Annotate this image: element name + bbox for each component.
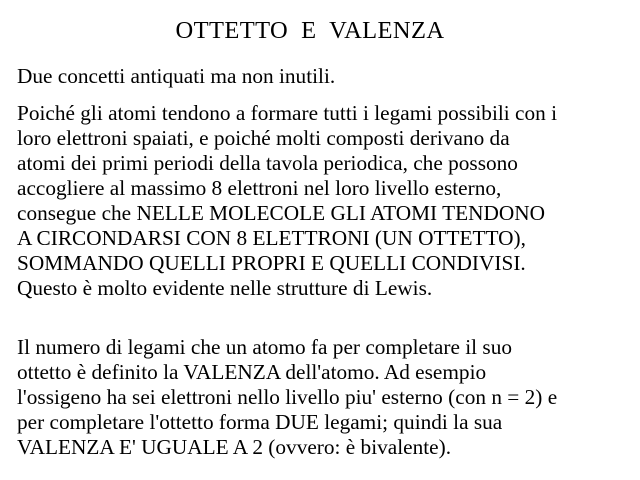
octet-rule-paragraph xyxy=(17,101,629,301)
intro-paragraph xyxy=(17,64,629,89)
paragraph-line: Il numero di legami che un atomo fa per completare il suo xyxy=(17,335,512,359)
paragraph-line: loro elettroni spaiati, e poiché molti composti derivano da xyxy=(17,126,510,150)
paragraph-line: accogliere al massimo 8 elettroni nel loro livello esterno, xyxy=(17,176,502,200)
paragraph-line: l'ossigeno ha sei elettroni nello livello piu' esterno (con n = 2) e xyxy=(17,385,558,409)
paragraph-line: A CIRCONDARSI CON 8 ELETTRONI (UN OTTETTO), xyxy=(17,226,526,250)
paragraph-line: SOMMANDO QUELLI PROPRI E QUELLI CONDIVISI. xyxy=(17,251,526,275)
paragraph-line: Questo è molto evidente nelle strutture di Lewis. xyxy=(17,276,433,300)
paragraph-line: consegue che NELLE MOLECOLE GLI ATOMI TENDONO xyxy=(17,201,545,225)
paragraph-line: Poiché gli atomi tendono a formare tutti i legami possibili con i xyxy=(17,101,558,125)
paragraph-line: per completare l'ottetto forma DUE legami; quindi la sua xyxy=(17,410,503,434)
paragraph-line: VALENZA E' UGUALE A 2 (ovvero: è bivalente). xyxy=(17,435,452,459)
slide-title: OTTETTO E VALENZA xyxy=(175,17,445,44)
paragraph-line: atomi dei primi periodi della tavola periodica, che possono xyxy=(17,151,518,175)
valence-paragraph xyxy=(17,335,629,460)
paragraph-line: Due concetti antiquati ma non inutili. xyxy=(17,64,336,88)
paragraph-line: ottetto è definito la VALENZA dell'atomo. Ad esempio xyxy=(17,360,487,384)
